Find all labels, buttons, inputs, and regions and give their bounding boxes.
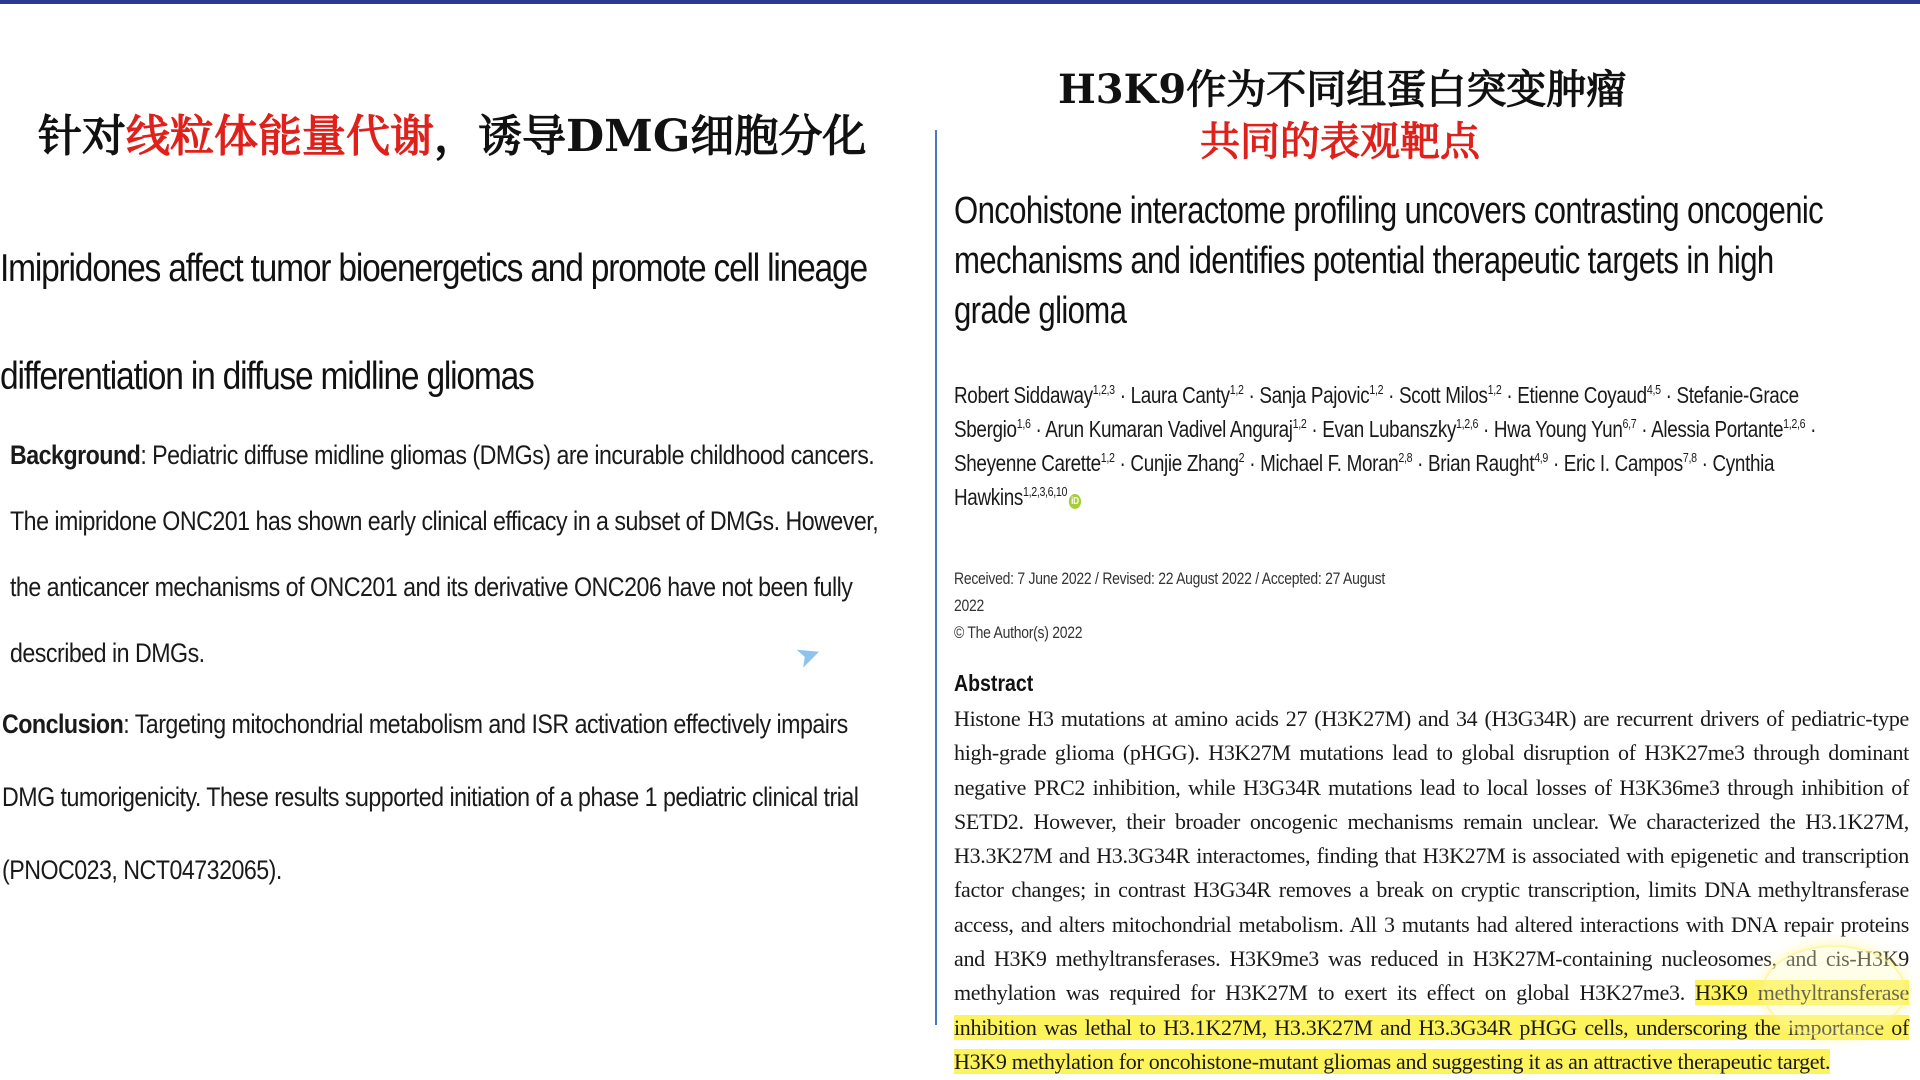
author-affiliation: 1,6: [1016, 416, 1031, 431]
pointer-cursor-icon: ➤: [791, 635, 827, 676]
copyright-line: © The Author(s) 2022: [954, 623, 1083, 642]
author-item: Stefanie-Grace Sbergio$^{1,6}$ ·: [954, 382, 1799, 442]
author-name: Eric I. Campos: [1563, 450, 1683, 476]
left-chinese-title: [38, 100, 866, 164]
author-affiliation: 1,2,6: [1456, 416, 1479, 431]
author-item: Hwa Young Yun$^{6,7}$ ·: [1493, 416, 1652, 442]
author-item: Sanja Pajovic$^{1,2}$ ·: [1259, 382, 1399, 408]
conclusion-text: : Targeting mitochondrial metabolism and ISR activation effectively impairs DMG tumorigenicity. These results supported initiation of a phase 1 pediatric clinical trial (PNOC023, NCT04732065).: [2, 709, 859, 885]
author-name: Laura Canty: [1130, 382, 1230, 408]
author-affiliation: 1,2: [1229, 382, 1244, 397]
background-paragraph: [10, 422, 913, 686]
author-name: Cunjie Zhang: [1130, 450, 1239, 476]
author-affiliation: 4,9: [1534, 450, 1549, 465]
author-affiliation: 2: [1238, 450, 1245, 465]
conclusion-label: Conclusion: [2, 709, 124, 739]
author-name: Etienne Coyaud: [1517, 382, 1647, 408]
orcid-icon[interactable]: iD: [1069, 494, 1081, 509]
right-chinese-title-line1: H3K9作为不同组蛋白突变肿瘤: [1058, 66, 1627, 113]
author-affiliation: 1,2: [1369, 382, 1384, 397]
author-affiliation: 4,5: [1646, 382, 1661, 397]
abstract-highlight: H3K9 methyltransferase inhibition was lethal to H3.1K27M, H3.3K27M and H3.3G34R pHGG cells, underscoring the importance of H3K9 methylation for oncohistone-mutant gliomas and suggesting it as an attractive therapeutic target.: [954, 980, 1909, 1074]
right-paper-title: Oncohistone interactome profiling uncovers contrasting oncogenic mechanisms and identifies potential therapeutic targets in high grade glioma: [954, 190, 1824, 332]
abstract-body: [954, 702, 1909, 1079]
pointer-highlight-halo: [1762, 945, 1906, 1037]
left-paper-title: Imipridones affect tumor bioenergetics and promote cell lineage differentiation in diffuse midline gliomas: [0, 247, 867, 398]
author-name: Scott Milos: [1398, 382, 1488, 408]
author-affiliation: 1,2,3,6,10: [1022, 484, 1068, 499]
author-affiliation: 6,7: [1622, 416, 1637, 431]
author-name: Brian Raught: [1428, 450, 1535, 476]
author-item: Scott Milos$^{1,2}$ ·: [1398, 382, 1518, 408]
left-title-prefix: 针对: [38, 111, 126, 162]
left-title-highlight: 线粒体能量代谢: [126, 111, 434, 162]
author-affiliation: 1,2: [1487, 382, 1502, 397]
author-name: Michael F. Moran: [1260, 450, 1399, 476]
publication-dates: [954, 565, 1413, 646]
conclusion-paragraph: [2, 688, 905, 907]
author-affiliation: 1,2,6: [1783, 416, 1806, 431]
author-name: Alessia Portante: [1651, 416, 1784, 442]
author-affiliation: 1,2: [1292, 416, 1307, 431]
author-item: Michael F. Moran$^{2,8}$ ·: [1260, 450, 1429, 476]
author-affiliation: 1,2: [1100, 450, 1115, 465]
author-name: Sanja Pajovic: [1259, 382, 1370, 408]
author-item: Etienne Coyaud$^{4,5}$ ·: [1517, 382, 1677, 408]
author-name: Sheyenne Carette: [954, 450, 1101, 476]
author-name: Stefanie-Grace Sbergio: [954, 382, 1799, 442]
author-name: Hwa Young Yun: [1493, 416, 1623, 442]
author-affiliation: 7,8: [1682, 450, 1697, 465]
column-divider: [935, 130, 937, 1025]
author-item: Alessia Portante$^{1,2,6}$ ·: [1651, 416, 1817, 442]
top-border: [0, 0, 1920, 4]
author-item: Sheyenne Carette$^{1,2}$ ·: [954, 450, 1131, 476]
abstract-text: Histone H3 mutations at amino acids 27 (H3K27M) and 34 (H3G34R) are recurrent drivers of pediatric-type high-grade glioma (pHGG). H3K27M mutations lead to global disruption of H3K27me3 through dominant negative PRC2 inhibition, while H3G34R mutations lead to local losses of H3K36me3 through inhibition of SETD2. However, their broader oncogenic mechanisms remain unclear. We characterized the H3.1K27M, H3.3K27M and H3.3G34R interactomes, finding that H3K27M is associated with epigenetic and transcription factor changes; in contrast H3G34R removes a break on cryptic transcription, limits DNA methyltransferase access, and alters mitochondrial metabolism. All 3 mutants had altered interactions with DNA repair proteins and H3K9 methyltransferases. H3K9me3 was reduced in H3K27M-containing nucleosomes, and cis-H3K9 methylation was required for H3K27M to exert its effect on global H3K27me3.: [954, 706, 1909, 1006]
author-name: Arun Kumaran Vadivel Anguraj: [1045, 416, 1293, 442]
author-item: Cunjie Zhang$^2$ ·: [1130, 450, 1261, 476]
author-item: Laura Canty$^{1,2}$ ·: [1130, 382, 1260, 408]
dates-line: Received: 7 June 2022 / Revised: 22 August 2022 / Accepted: 27 August 2022: [954, 569, 1385, 615]
author-name: Cynthia Hawkins: [954, 450, 1775, 510]
background-text: : Pediatric diffuse midline gliomas (DMGs) are incurable childhood cancers. The imipridone ONC201 has shown early clinical efficacy in a subset of DMGs. However, the anticancer mechanisms of ONC201 and its derivative ONC206 have not been fully described in DMGs.: [10, 440, 879, 668]
author-item: Eric I. Campos$^{7,8}$ ·: [1563, 450, 1713, 476]
author-item: Robert Siddaway$^{1,2,3}$ ·: [954, 382, 1131, 408]
author-name: Evan Lubanszky: [1322, 416, 1457, 442]
author-affiliation: 1,2,3: [1092, 382, 1115, 397]
author-affiliation: 2,8: [1398, 450, 1413, 465]
author-list: [954, 378, 1840, 514]
author-item: Arun Kumaran Vadivel Anguraj$^{1,2}$ ·: [1045, 416, 1323, 442]
author-item: Brian Raught$^{4,9}$ ·: [1428, 450, 1564, 476]
left-title-suffix: ，诱导DMG细胞分化: [434, 111, 867, 162]
author-name: Robert Siddaway: [954, 382, 1093, 408]
abstract-heading: Abstract: [954, 670, 1034, 696]
background-label: Background: [10, 440, 141, 470]
author-item: Evan Lubanszky$^{1,2,6}$ ·: [1322, 416, 1494, 442]
right-chinese-title-line2: 共同的表观靶点: [1200, 118, 1480, 165]
